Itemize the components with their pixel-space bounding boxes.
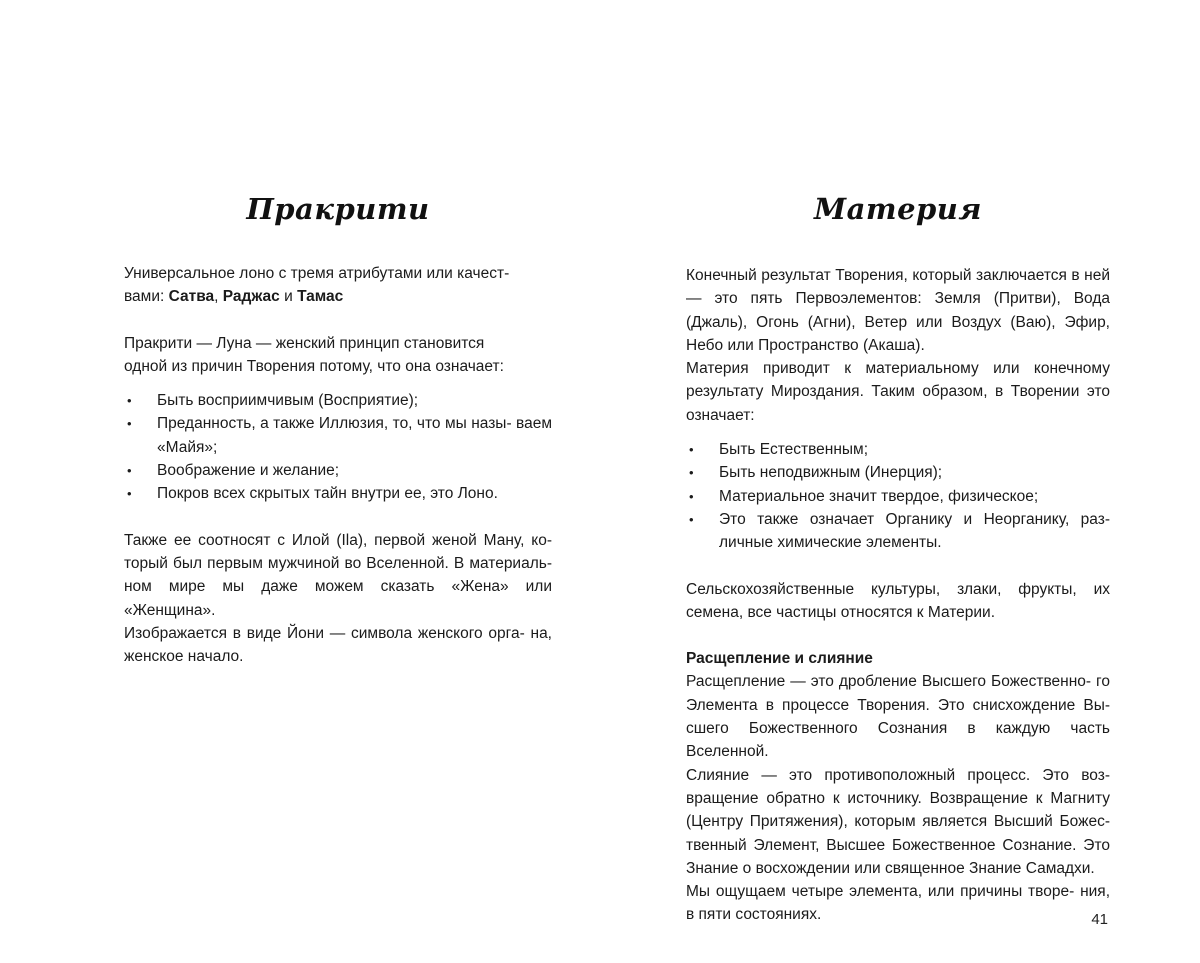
left-intro-paragraph bbox=[124, 262, 552, 309]
right-page-body bbox=[686, 264, 1110, 927]
sattva-term: Сатва bbox=[168, 288, 215, 306]
tamas-term: Тамас bbox=[297, 288, 344, 306]
bullet-icon: • bbox=[127, 393, 132, 409]
bullet-icon: • bbox=[689, 465, 694, 481]
list-item: • Быть восприимчивым (Восприятие); bbox=[124, 389, 552, 412]
list-item: • Это также означает Органику и Неорганику, раз- личные химические элементы. bbox=[686, 508, 1110, 555]
right-paragraph-2: Материя приводит к материальному или конечному результату Мироздания. Таким образом, в Творении это означает: bbox=[686, 360, 1110, 424]
section-subheading: Расщепление и слияние bbox=[686, 650, 873, 668]
right-page bbox=[686, 0, 1110, 963]
left-intro-line1: Универсальное лоно с тремя атрибутами или качест- bbox=[124, 265, 510, 282]
bullet-icon: • bbox=[689, 442, 694, 458]
and-separator: и bbox=[279, 288, 298, 306]
left-paragraph-4: Изображается в виде Йони — символа женского орга- на, женское начало. bbox=[124, 624, 552, 666]
bullet-icon: • bbox=[689, 488, 694, 504]
list-item: • Покров всех скрытых тайн внутри ее, это Лоно. bbox=[124, 482, 552, 505]
left-paragraph-3: Также ее соотносят с Илой (Ila), первой женой Ману, ко- торый был первым мужчиной во Вселенной. В материаль- ном мире мы даже можем сказать «Жена» или «Женщина». bbox=[124, 531, 552, 619]
right-page-title: Материя bbox=[814, 192, 982, 226]
bullet-icon: • bbox=[127, 463, 132, 479]
list-item: • Материальное значит твердое, физическое; bbox=[686, 485, 1110, 508]
list-item: • Быть Естественным; bbox=[686, 438, 1110, 461]
left-page-body bbox=[124, 262, 552, 668]
left-intro-prefix: вами: bbox=[124, 288, 169, 306]
bullet-icon: • bbox=[127, 486, 132, 502]
right-paragraph-5: Слияние — это противоположный процесс. Это воз- вращение обратно к источнику. Возвращение к Магниту (Центру Притяжения), которым является Высший Божес- твенный Элемент, Высшее Божественное Сознание. Это Знание о восхождении или священное Знание Самадхи. bbox=[686, 766, 1110, 877]
bullet-icon: • bbox=[127, 416, 132, 432]
left-bullet-list bbox=[124, 389, 552, 505]
right-paragraph-6: Мы ощущаем четыре элемента, или причины творе- ния, в пяти состояниях. bbox=[686, 883, 1110, 924]
right-paragraph-1: Конечный результат Творения, который заключается в ней — это пять Первоэлементов: Земля (Притви), Вода (Джаль), Огонь (Агни), Ветер или Воздух (Ваю), Эфир, Небо или Пространство (Акаша). bbox=[686, 267, 1110, 354]
right-paragraph-4: Расщепление — это дробление Высшего Божественно- го Элемента в процессе Творения. Это снисхождение Вы- сшего Божественного Сознания в каждую часть Вселенной. bbox=[686, 673, 1110, 761]
rajas-term: Раджас bbox=[222, 288, 280, 306]
comma-separator: , bbox=[214, 288, 223, 306]
right-paragraph-3: Сельскохозяйственные культуры, злаки, фрукты, их семена, все частицы относятся к Материи. bbox=[686, 580, 1110, 621]
left-page bbox=[124, 0, 552, 963]
list-item: • Воображение и желание; bbox=[124, 459, 552, 482]
left-paragraph-2 bbox=[124, 332, 552, 379]
right-bullet-list bbox=[686, 438, 1110, 554]
page-number: 41 bbox=[1091, 911, 1108, 928]
list-item: • Преданность, а также Иллюзия, то, что мы назы- ваем «Майя»; bbox=[124, 412, 552, 459]
left-page-title: Пракрити bbox=[246, 192, 430, 226]
left-para2-line2: одной из причин Творения потому, что она означает: bbox=[124, 357, 504, 375]
list-item: • Быть неподвижным (Инерция); bbox=[686, 461, 1110, 484]
bullet-icon: • bbox=[689, 511, 694, 527]
left-para2-line1: Пракрити — Луна — женский принцип становится bbox=[124, 334, 485, 352]
